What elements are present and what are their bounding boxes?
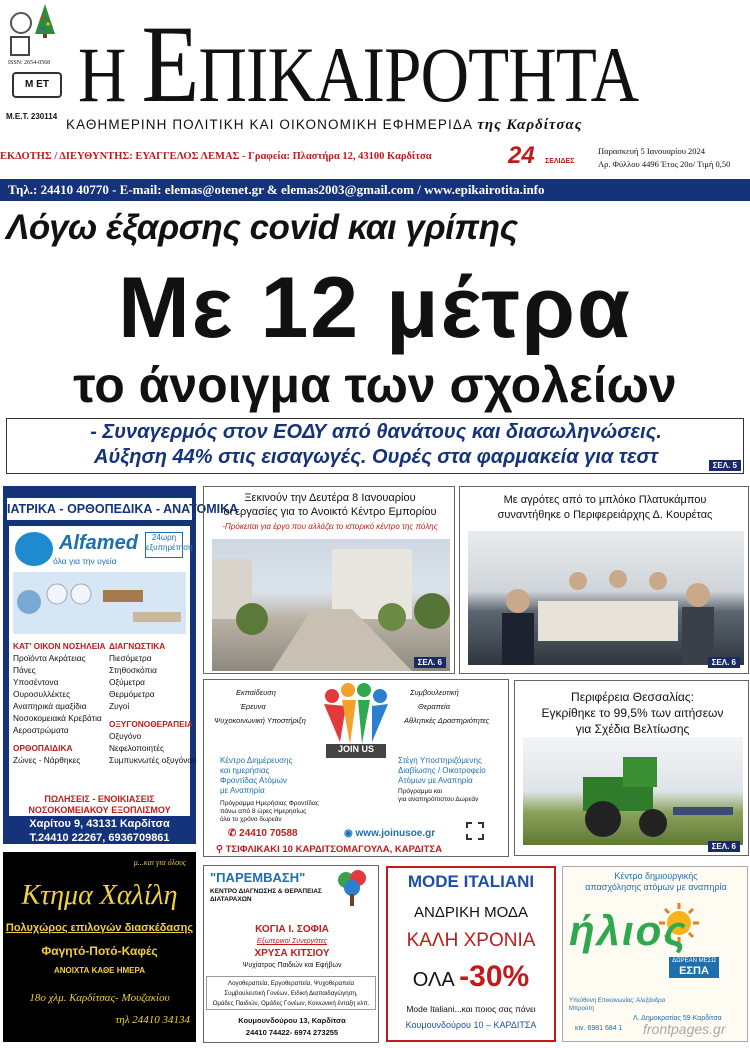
- newspaper-subtitle: [66, 117, 750, 134]
- list-item: Ζυγοί: [109, 701, 130, 711]
- ilios-brand: ήλιος: [569, 907, 688, 954]
- join-phone: [228, 828, 298, 839]
- alfamed-column-1: [13, 640, 106, 766]
- paremvasi-center: ΚΕΝΤΡΟ ΔΙΑΓΝΩΣΗΣ & ΘΕΡΑΠΕΙΑΣ ΔΙΑΤΑΡΑΧΩΝ: [210, 888, 322, 903]
- alfamed-footer-2: ΝΟΣΟΚΟΜΕΙΑΚΟΥ ΕΞΟΠΛΙΣΜΟΥ: [28, 805, 171, 815]
- ilios-badge-1: ΔΩΡΕΑΝ ΜΕΣΩ: [672, 958, 716, 964]
- list-item: Αναπηρικά αμαξίδια: [13, 701, 87, 711]
- join-right-2: Διαβίωσης / Οικοτροφείο: [398, 766, 486, 775]
- ad-alfamed-title: ΙΑΤΡΙΚΑ - ΟΡΘΟΠΕΔΙΚΑ - ΑΝΑΤΟΜΙΚΑ: [7, 498, 192, 520]
- join-right-small: [398, 788, 478, 804]
- join-left-4: με Αναπηρία: [220, 786, 265, 795]
- join-right-1: Στέγη Υποστηριζόμενης: [398, 756, 482, 765]
- location-pin-icon: ⚲: [216, 844, 226, 855]
- story-farmers[interactable]: [459, 486, 749, 674]
- col1-heading: ΚΑΤ' ΟΙΚΟΝ ΝΟΣΗΛΕΙΑ: [13, 641, 106, 651]
- pages-count: 24: [508, 142, 535, 169]
- join-item-4: Συμβουλευτική: [410, 688, 459, 697]
- story-region[interactable]: [514, 680, 749, 856]
- join-left-small-3: όλο το χρόνο δωρεάν: [220, 816, 282, 823]
- mode-line-2: ΚΑΛΗ ΧΡΟΝΙΑ: [406, 930, 536, 951]
- list-item: Οξύμετρα: [109, 677, 145, 687]
- join-left-3: Φροντίδας Ατόμων: [220, 776, 287, 785]
- title-rest: ΠΙΚΑΙΡΟΤΗΤΑ: [198, 31, 639, 118]
- issn-number: ISSN: 2654-0568: [8, 60, 51, 66]
- list-item: Πιεσόμετρα: [109, 653, 152, 663]
- join-left-block: [220, 756, 292, 796]
- market-render-image: [212, 539, 450, 671]
- watermark: frontpages.gr: [643, 1021, 726, 1037]
- alfamed-address: Χαρίτου 9, 43131 Καρδίτσα: [29, 818, 170, 830]
- globe-icon: ◉: [344, 828, 356, 839]
- join-item-3: Ψυχοκοινωνική Υποστήριξη: [214, 716, 306, 725]
- join-right-small-1: Πρόγραμμα και: [398, 788, 443, 795]
- association-seal-icon: [10, 12, 32, 34]
- col2-heading: ΔΙΑΓΝΩΣΤΙΚΑ: [109, 641, 166, 651]
- lead-page-ref: ΣΕΛ. 5: [709, 460, 741, 471]
- paremvasi-services-1: Λογοθεραπεία, Εργοθεραπεία, Ψυχοθεραπεία: [227, 980, 355, 987]
- story-market-caption-1: Ξεκινούν την Δευτέρα 8 Ιανουαρίου: [244, 492, 416, 504]
- join-right-block: [398, 756, 486, 786]
- masthead-logos: [4, 2, 64, 122]
- lead-subheads: [6, 418, 744, 474]
- lead-headline-line-2: το άνοιγμα των σχολείων: [73, 357, 677, 413]
- title-big-e: Ε: [141, 3, 199, 125]
- ktima-line-3: ΑΝΟΙΧΤΑ ΚΑΘΕ ΗΜΕΡΑ: [53, 966, 146, 975]
- ktima-location: 18ο χλμ. Καρδίτσας- Μουζακίου: [29, 992, 170, 1004]
- list-item: Πάνες: [13, 665, 36, 675]
- phone-icon: ✆: [228, 828, 240, 839]
- list-item: Προϊόντα Ακράτειας: [13, 653, 86, 663]
- ilios-phone: κιν. 6981 684 1: [575, 1025, 623, 1032]
- ad-ilios: [562, 866, 748, 1042]
- alfamed-phones: Τ.24410 22267, 6936709861: [29, 832, 170, 844]
- paremvasi-phones: 24410 74422- 6974 273255: [245, 1028, 339, 1037]
- story-farmers-page-ref: ΣΕΛ. 6: [708, 657, 740, 668]
- list-item: Συμπυκνωτές οξυγόνου: [109, 755, 197, 765]
- ktima-phone: τηλ 24410 34134: [115, 1014, 190, 1026]
- tree-logo-icon: [332, 868, 372, 906]
- join-right-3: Ατόμων με Αναπηρία: [398, 776, 473, 785]
- join-phone-number: 24410 70588: [239, 828, 298, 839]
- ilios-badge: [669, 957, 719, 978]
- pages-label: ΣΕΛΙΔΕΣ: [545, 158, 575, 165]
- join-item-6: Αθλητικές Δραστηριότητες: [404, 716, 490, 725]
- join-item-1: Εκπαίδευση: [236, 688, 276, 697]
- alfamed-tagline: όλα για την υγεία: [53, 556, 117, 566]
- ktima-slogan: μ...και για όλους: [133, 858, 186, 867]
- ad-ktima-halili: [3, 852, 196, 1042]
- contact-bar: Τηλ.: 24410 40770 - E-mail: elemas@otenet.gr & elemas2003@gmail.com / www.epikairotita.info: [0, 179, 750, 201]
- col1-heading-2: ΟΡΘΟΠΑΙΔΙΚΑ: [13, 743, 73, 753]
- paremvasi-name-1: ΚΟΓΙΑ Ι. ΣΟΦΙΑ: [255, 924, 329, 935]
- ilios-header-2: απασχόλησης ατόμων με αναπηρία: [585, 882, 727, 892]
- paremvasi-services: [206, 976, 376, 1010]
- ad-mode-italiani: [386, 866, 556, 1042]
- join-right-small-2: για αναπηρόπιστου Δωρεάν: [398, 796, 479, 803]
- join-address-text: ΤΣΙΦΛΙΚΑΚΙ 10 ΚΑΡΔΙΤΣΟΜΑΓΟΥΛΑ, ΚΑΡΔΙΤΣΑ: [225, 844, 443, 855]
- ktima-line-2: Φαγητό-Ποτό-Καφές: [41, 944, 158, 958]
- ilios-header: [563, 871, 749, 893]
- issue-date: Παρασκευή 5 Ιανουαρίου 2024: [598, 146, 706, 156]
- christmas-tree-icon: [34, 4, 56, 38]
- mode-line-1: ΑΝΔΡΙΚΗ ΜΟΔΑ: [414, 904, 528, 921]
- ilios-contact-person: Υπεύθυνη Επικοινωνίας: Αλεξάνδρα Μπρούτη: [569, 998, 666, 1012]
- ilios-badge-2: ΕΣΠΑ: [679, 965, 709, 977]
- story-farmers-caption-1: Με αγρότες από το μπλόκο Πλατυκάμπου: [503, 494, 707, 506]
- lead-kicker: Λόγω έξαρσης covid και γρίπης: [6, 208, 518, 247]
- paremvasi-services-3: Ομάδες Παιδιών, Ομάδες Γονέων, Κοινωνική ένταξη κλπ.: [212, 1000, 370, 1007]
- met-number: Μ.Ε.Τ. 230114: [6, 112, 58, 121]
- qr-code-icon: [466, 822, 484, 840]
- list-item: Νεφελοποιητές: [109, 743, 164, 753]
- alfamed-contact: [3, 817, 196, 845]
- lead-headline: Με 12 μέτρα: [118, 260, 632, 356]
- alfamed-badge: 24ωρη εξυπηρέτηση: [145, 532, 183, 558]
- mode-line-3: ΟΛΑ: [412, 969, 455, 991]
- subtitle-text: ΚΑΘΗΜΕΡΙΝΗ ΠΟΛΙΤΙΚΗ ΚΑΙ ΟΙΚΟΝΟΜΙΚΗ ΕΦΗΜΕΡΙΔΑ: [66, 117, 473, 132]
- alfamed-brand: Alfamed: [59, 532, 138, 554]
- join-left-small-1: Πρόγραμμα Ημερήσιας Φροντίδας: [220, 800, 319, 807]
- paremvasi-brand: "ΠΑΡΕΜΒΑΣΗ": [210, 870, 306, 885]
- paremvasi-name-2: ΧΡΥΣΑ ΚΙΤΣΙΟΥ: [254, 948, 330, 959]
- met-logo: Μ ΕΤ: [12, 72, 62, 98]
- paremvasi-role-2: Ψυχίατρος Παιδιών και Εφήβων: [242, 962, 342, 969]
- story-farmers-caption-2: συναντήθηκε ο Περιφερειάρχης Δ. Κουρέτας: [497, 509, 713, 521]
- alfamed-logo-icon: [15, 532, 53, 566]
- paremvasi-address: Κουμουνδούρου 13, Καρδίτσα: [238, 1016, 346, 1025]
- join-address: [216, 844, 442, 855]
- ilios-header-1: Κέντρο δημιουργικής: [614, 871, 698, 881]
- join-left-2: και ημερήσιας: [220, 766, 270, 775]
- list-item: Αεροστρώματα: [13, 725, 69, 735]
- ad-alfamed: [3, 486, 239, 844]
- farmers-meeting-image: [468, 531, 744, 665]
- alfamed-footer-1: ΠΩΛΗΣΕΙΣ - ΕΝΟΙΚΙΑΣΕΙΣ: [44, 794, 155, 804]
- list-item: Ζώνες - Νάρθηκες: [13, 755, 81, 765]
- mode-offer: [388, 960, 554, 994]
- masthead: [0, 0, 750, 150]
- title-initial: Η: [78, 31, 126, 118]
- story-region-page-ref: ΣΕΛ. 6: [708, 841, 740, 852]
- lead-subhead-2: Αύξηση 44% στις εισαγωγές. Ουρές στα φαρμακεία για τεστ: [94, 446, 658, 468]
- tractor-image: [523, 737, 743, 845]
- mode-discount: -30%: [459, 960, 530, 993]
- medical-equipment-image: [13, 572, 186, 634]
- list-item: Νοσοκομειακά Κρεβάτια: [13, 713, 102, 723]
- mode-brand: MODE ITALIANI: [407, 872, 535, 891]
- join-web: [344, 828, 435, 839]
- join-item-2: Έρευνα: [240, 702, 266, 711]
- ad-paremvasi: [203, 865, 379, 1043]
- join-left-small: [220, 800, 319, 824]
- ad-alfamed-body: [9, 526, 197, 816]
- subtitle-suffix: της Καρδίτσας: [477, 117, 583, 133]
- barcode-icon: [10, 36, 30, 56]
- story-region-caption-3: για Σχέδια Βελτίωσης: [575, 722, 690, 736]
- paremvasi-role-1: Εξωτερικοί Συνεργάτες: [256, 938, 328, 945]
- list-item: Οξυγόνο: [109, 731, 142, 741]
- lead-subhead-1: - Συναγερμός στον ΕΟΔΥ από θανάτους και διασωληνώσεις.: [90, 421, 662, 443]
- publisher-line: ΕΚΔΟΤΗΣ / ΔΙΕΥΘΥΝΤΗΣ: ΕΥΑΓΓΕΛΟΣ ΛΕΜΑΣ - Γραφεία: Πλαστήρα 12, 43100 Καρδίτσα: [0, 151, 432, 162]
- ktima-line-1: Πολυχώρος επιλογών διασκέδασης: [5, 922, 194, 934]
- ad-join-us: [203, 679, 509, 857]
- list-item: Υποσέντονα: [13, 677, 59, 687]
- mode-line-4: Mode Italiani...και ποιος σας πάνει: [406, 1004, 536, 1014]
- paremvasi-services-2: Συμβουλευτική Γονέων, Ειδική Διαπαιδαγώγηση,: [224, 990, 358, 997]
- col2-heading-2: ΟΞΥΓΟΝΟΘΕΡΑΠΕΙΑ: [109, 719, 193, 729]
- issue-number: Αρ. Φύλλου 4496 Έτος 20ο/ Τιμή 0,50: [598, 159, 731, 169]
- join-left-1: Κέντρο Διημέρευσης: [220, 756, 293, 765]
- mode-address: Κουμουνδούρου 10 – ΚΑΡΔΙΤΣΑ: [405, 1020, 537, 1030]
- ilios-address: Λ. Δημοκρατίας 59 Καρδίτσα: [633, 1015, 722, 1022]
- join-web-url: www.joinusoe.gr: [355, 828, 436, 839]
- story-market-caption-2: οι εργασίες για το Ανοικτό Κέντρο Εμπορίου: [223, 506, 437, 518]
- list-item: Θερμόμετρα: [109, 689, 155, 699]
- story-market-page-ref: ΣΕΛ. 6: [414, 657, 446, 668]
- alfamed-column-2: [109, 640, 197, 766]
- ktima-name: Κτημα Χαλίλη: [21, 880, 178, 911]
- alfamed-footer: [9, 794, 190, 816]
- join-left-small-2: πάνω από 8 ώρες Ημερησίως: [220, 808, 307, 815]
- story-market-caption-3: -Πρόκειται για έργο που αλλάζει το ιστορικό κέντρο της πόλης: [222, 522, 438, 531]
- story-region-caption-1: Περιφέρεια Θεσσαλίας:: [571, 690, 694, 704]
- story-region-caption-2: Εγκρίθηκε το 99,5% των αιτήσεων: [541, 706, 724, 720]
- list-item: Στηθοσκόπια: [109, 665, 157, 675]
- join-us-brand: JOIN US: [337, 744, 374, 754]
- join-item-5: Θεραπεία: [418, 702, 450, 711]
- story-market[interactable]: [203, 486, 455, 674]
- list-item: Ουροσυλλέκτες: [13, 689, 71, 699]
